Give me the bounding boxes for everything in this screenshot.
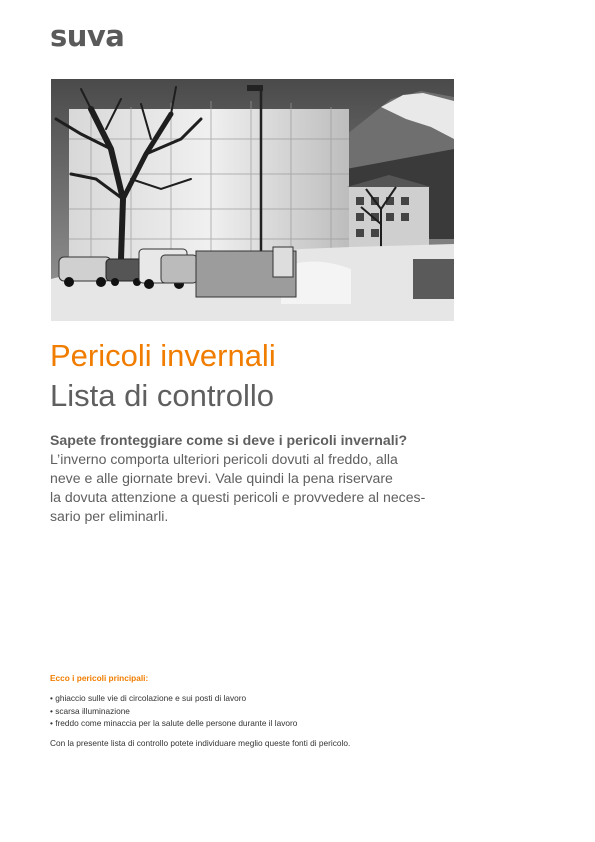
title-pericoli-invernali: Pericoli invernali xyxy=(50,338,276,373)
dangers-closing-text: Con la presente lista di controllo potete individuare meglio queste fonti di pericolo. xyxy=(50,737,351,748)
suva-logo: suva xyxy=(50,19,125,53)
list-item: • ghiaccio sulle vie di circolazione e sui posti di lavoro xyxy=(50,692,450,705)
list-item: • freddo come minaccia per la salute delle persone durante il lavoro xyxy=(50,717,450,730)
list-item: • scarsa illuminazione xyxy=(50,705,450,718)
title-lista-di-controllo: Lista di controllo xyxy=(50,378,275,413)
intro-lead-question: Sapete fronteggiare come si deve i pericoli invernali? xyxy=(50,432,408,448)
dangers-heading: Ecco i pericoli principali: xyxy=(50,673,149,683)
main-dangers-section xyxy=(50,673,450,748)
winter-construction-site-photo xyxy=(51,79,454,321)
intro-line: L’inverno comporta ulteriori pericoli dovuti al freddo, alla xyxy=(50,451,398,467)
intro-line: neve e alle giornate brevi. Vale quindi la pena riservare xyxy=(50,470,393,486)
dangers-list xyxy=(50,692,450,730)
intro-line: sario per eliminarli. xyxy=(50,508,169,524)
intro-paragraph xyxy=(50,431,450,526)
intro-line: la dovuta attenzione a questi pericoli e provvedere al neces- xyxy=(50,489,426,505)
